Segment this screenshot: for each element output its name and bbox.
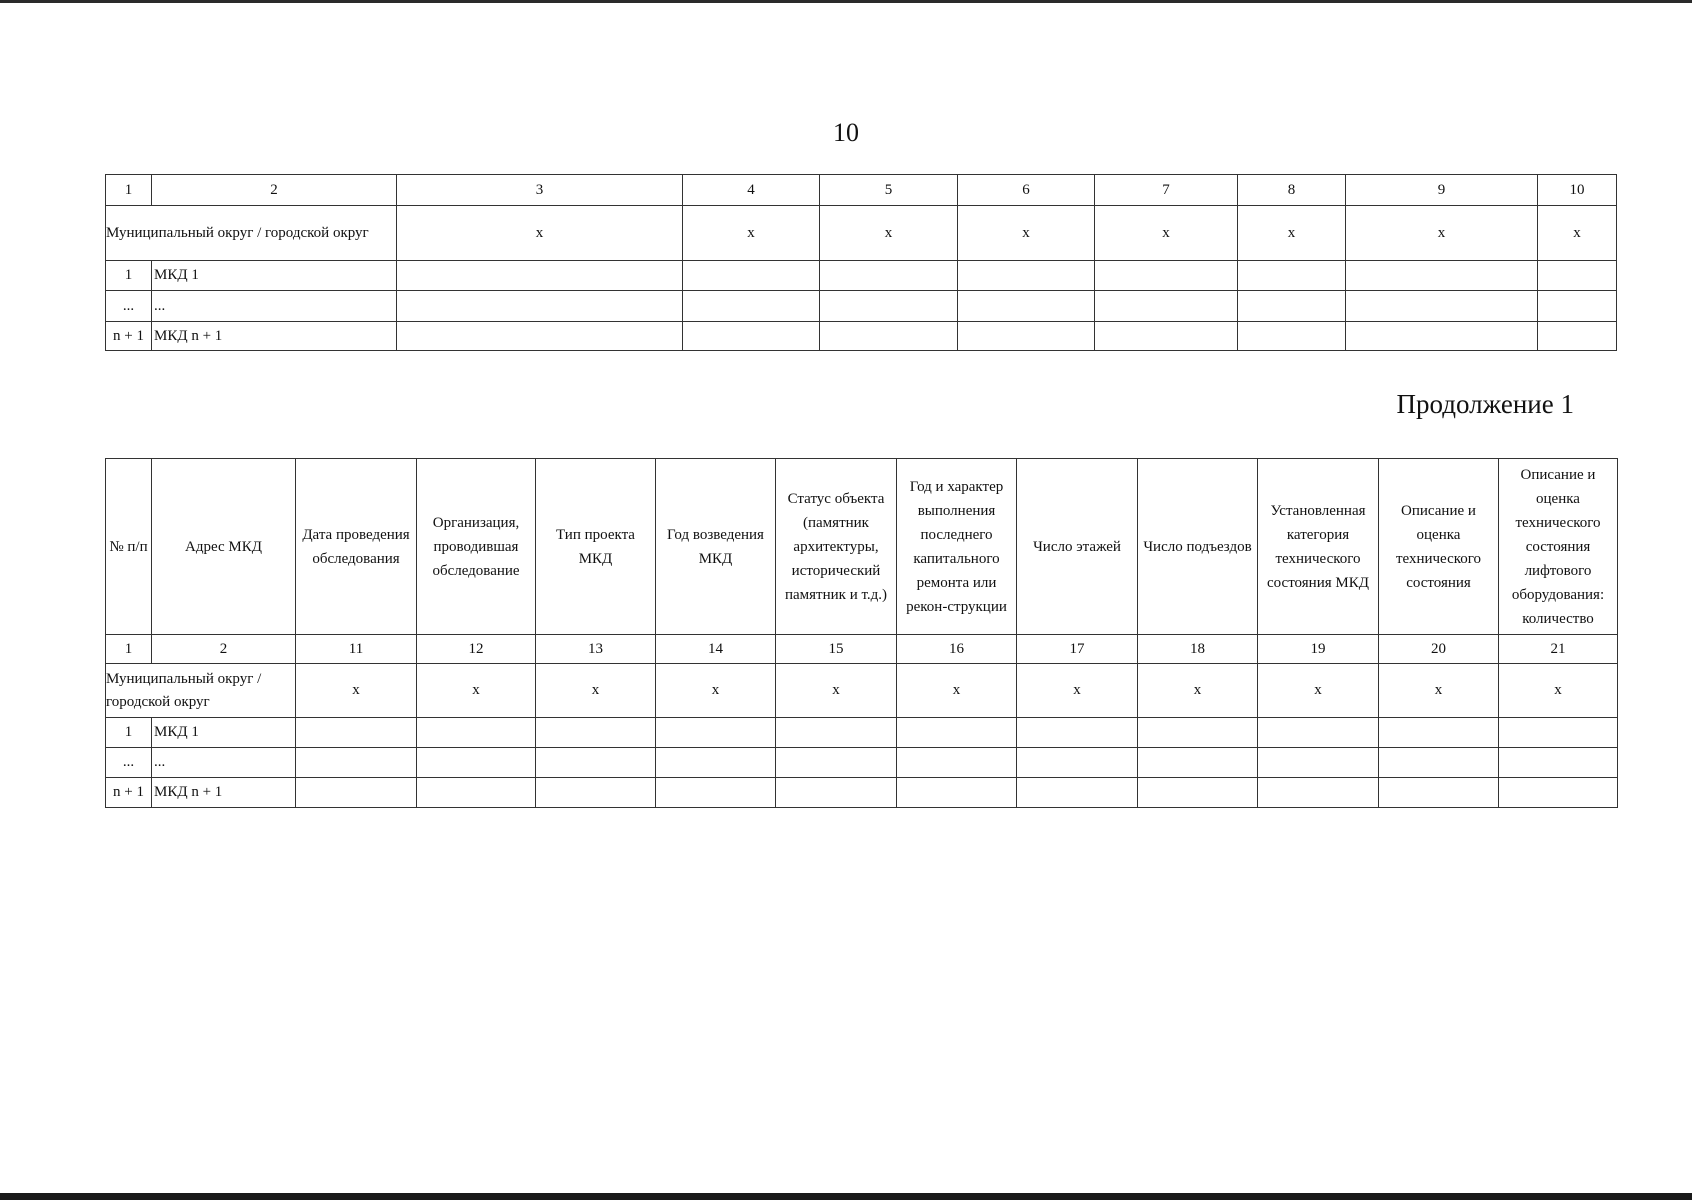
row-number: 1 <box>106 261 152 291</box>
col-number: 1 <box>106 175 152 206</box>
empty-cell <box>820 261 958 291</box>
empty-cell <box>1346 322 1538 351</box>
empty-cell <box>897 778 1017 808</box>
header-cell: Дата проведения обследования <box>296 459 417 635</box>
header-cell: Описание и оценка технического состояния лифтового оборудования: количество <box>1499 459 1618 635</box>
empty-cell <box>820 291 958 322</box>
col-number: 8 <box>1238 175 1346 206</box>
empty-cell <box>656 718 776 748</box>
empty-cell <box>1095 322 1238 351</box>
header-cell: Организация, проводившая обследование <box>417 459 536 635</box>
empty-cell <box>417 748 536 778</box>
empty-cell <box>536 718 656 748</box>
col-number: 19 <box>1258 635 1379 664</box>
empty-cell <box>1138 778 1258 808</box>
column-number-row <box>106 175 1617 206</box>
col-number: 2 <box>152 175 397 206</box>
row-name: МКД n + 1 <box>152 322 397 351</box>
row-name: ... <box>152 291 397 322</box>
row-name: МКД 1 <box>152 261 397 291</box>
col-number: 21 <box>1499 635 1618 664</box>
x-mark: x <box>1238 206 1346 261</box>
header-cell: Число подъездов <box>1138 459 1258 635</box>
col-number: 3 <box>397 175 683 206</box>
empty-cell <box>776 748 897 778</box>
empty-cell <box>417 778 536 808</box>
empty-cell <box>296 778 417 808</box>
empty-cell <box>656 778 776 808</box>
row-number: ... <box>106 291 152 322</box>
x-mark: x <box>1346 206 1538 261</box>
header-row <box>106 459 1618 635</box>
col-number: 20 <box>1379 635 1499 664</box>
empty-cell <box>1095 291 1238 322</box>
empty-cell <box>1017 748 1138 778</box>
column-number-row <box>106 635 1618 664</box>
x-mark: x <box>656 664 776 718</box>
empty-cell <box>656 748 776 778</box>
empty-cell <box>776 718 897 748</box>
header-cell: Год и характер выполнения последнего капитального ремонта или рекон-струкции <box>897 459 1017 635</box>
x-mark: x <box>1379 664 1499 718</box>
col-number: 9 <box>1346 175 1538 206</box>
col-number: 11 <box>296 635 417 664</box>
empty-cell <box>397 261 683 291</box>
col-number: 14 <box>656 635 776 664</box>
empty-cell <box>683 291 820 322</box>
col-number: 2 <box>152 635 296 664</box>
empty-cell <box>397 322 683 351</box>
empty-cell <box>1379 778 1499 808</box>
col-number: 6 <box>958 175 1095 206</box>
table-row <box>106 718 1618 748</box>
empty-cell <box>776 778 897 808</box>
empty-cell <box>1538 291 1617 322</box>
row-name: МКД 1 <box>152 718 296 748</box>
empty-cell <box>958 322 1095 351</box>
table-row <box>106 291 1617 322</box>
x-mark: x <box>1499 664 1618 718</box>
empty-cell <box>536 748 656 778</box>
empty-cell <box>897 718 1017 748</box>
row-number: n + 1 <box>106 778 152 808</box>
x-mark: x <box>683 206 820 261</box>
empty-cell <box>417 718 536 748</box>
empty-cell <box>1138 748 1258 778</box>
empty-cell <box>1346 291 1538 322</box>
col-number: 5 <box>820 175 958 206</box>
empty-cell <box>1017 778 1138 808</box>
x-mark: x <box>1017 664 1138 718</box>
empty-cell <box>1538 261 1617 291</box>
district-row <box>106 664 1618 718</box>
empty-cell <box>1379 748 1499 778</box>
x-mark: x <box>296 664 417 718</box>
header-cell: Тип проекта МКД <box>536 459 656 635</box>
header-cell: Установленная категория технического состояния МКД <box>1258 459 1379 635</box>
empty-cell <box>296 748 417 778</box>
empty-cell <box>1258 778 1379 808</box>
x-mark: x <box>1138 664 1258 718</box>
header-cell: Статус объекта (памятник архитектуры, исторический памятник и т.д.) <box>776 459 897 635</box>
header-cell: Число этажей <box>1017 459 1138 635</box>
empty-cell <box>1238 291 1346 322</box>
col-number: 13 <box>536 635 656 664</box>
row-number: ... <box>106 748 152 778</box>
x-mark: x <box>958 206 1095 261</box>
col-number: 16 <box>897 635 1017 664</box>
empty-cell <box>1258 748 1379 778</box>
row-number: n + 1 <box>106 322 152 351</box>
table-row <box>106 778 1618 808</box>
empty-cell <box>1095 261 1238 291</box>
header-cell: Год возведения МКД <box>656 459 776 635</box>
scan-top-edge <box>0 0 1692 3</box>
x-mark: x <box>776 664 897 718</box>
district-label: Муниципальный округ / городской округ <box>106 206 397 261</box>
table-row <box>106 322 1617 351</box>
empty-cell <box>1238 261 1346 291</box>
row-number: 1 <box>106 718 152 748</box>
empty-cell <box>1238 322 1346 351</box>
empty-cell <box>1499 718 1618 748</box>
empty-cell <box>897 748 1017 778</box>
empty-cell <box>1538 322 1617 351</box>
empty-cell <box>1258 718 1379 748</box>
empty-cell <box>683 322 820 351</box>
empty-cell <box>1138 718 1258 748</box>
row-name: ... <box>152 748 296 778</box>
header-cell: № п/п <box>106 459 152 635</box>
empty-cell <box>1346 261 1538 291</box>
empty-cell <box>296 718 417 748</box>
empty-cell <box>958 261 1095 291</box>
col-number: 15 <box>776 635 897 664</box>
table-2 <box>105 458 1618 808</box>
district-row <box>106 206 1617 261</box>
empty-cell <box>958 291 1095 322</box>
col-number: 4 <box>683 175 820 206</box>
x-mark: x <box>1258 664 1379 718</box>
empty-cell <box>536 778 656 808</box>
row-name: МКД n + 1 <box>152 778 296 808</box>
empty-cell <box>397 291 683 322</box>
empty-cell <box>1499 748 1618 778</box>
x-mark: x <box>897 664 1017 718</box>
table-row <box>106 748 1618 778</box>
x-mark: x <box>417 664 536 718</box>
empty-cell <box>1499 778 1618 808</box>
empty-cell <box>820 322 958 351</box>
x-mark: x <box>536 664 656 718</box>
x-mark: x <box>1095 206 1238 261</box>
x-mark: x <box>1538 206 1617 261</box>
x-mark: x <box>397 206 683 261</box>
col-number: 10 <box>1538 175 1617 206</box>
table-1 <box>105 174 1617 351</box>
col-number: 7 <box>1095 175 1238 206</box>
col-number: 1 <box>106 635 152 664</box>
header-cell: Адрес МКД <box>152 459 296 635</box>
col-number: 17 <box>1017 635 1138 664</box>
empty-cell <box>1379 718 1499 748</box>
x-mark: x <box>820 206 958 261</box>
continuation-label: Продолжение 1 <box>1396 389 1574 419</box>
header-cell: Описание и оценка технического состояния <box>1379 459 1499 635</box>
table-row <box>106 261 1617 291</box>
col-number: 12 <box>417 635 536 664</box>
district-label: Муниципальный округ / городской округ <box>106 664 296 718</box>
scan-bottom-edge <box>0 1193 1692 1200</box>
empty-cell <box>1017 718 1138 748</box>
col-number: 18 <box>1138 635 1258 664</box>
page-number: 10 <box>833 118 859 147</box>
empty-cell <box>683 261 820 291</box>
